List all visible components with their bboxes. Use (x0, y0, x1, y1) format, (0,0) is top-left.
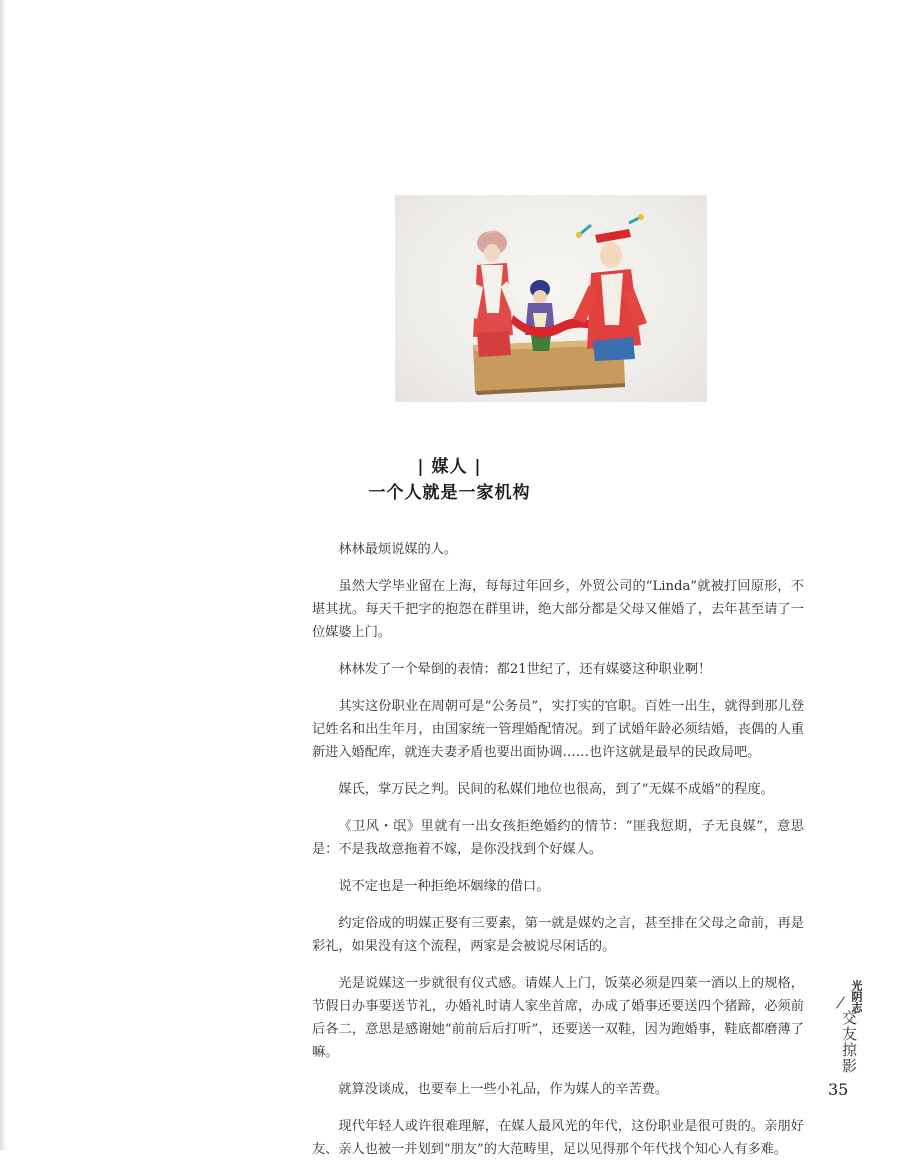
article-body (312, 538, 804, 1175)
paragraph: 说不定也是一种拒绝坏姻缘的借口。 (338, 879, 550, 894)
magazine-name: 光阴志 (850, 980, 863, 1013)
paragraph: 虽然大学毕业留在上海，每每过年回乡，外贸公司的“Linda”就被打回原形，不堪其扰。每天千把字的抱怨在群里讲，绝大部分都是父母又催婚了，去年甚至请了一位媒婆上门。 (312, 579, 804, 640)
paragraph: 其实这份职业在周朝可是“公务员”，实打实的官职。百姓一出生，就得到那儿登记姓名和出生年月，由国家统一管理婚配情况。到了试婚年龄必须结婚，丧偶的人重新进入婚配库，就连夫妻矛盾也要出面协调……也许这就是最早的民政局吧。 (312, 699, 804, 760)
paragraph: 就算没谈成，也要奉上一些小礼品，作为媒人的辛苦费。 (338, 1082, 669, 1097)
clay-figurines-photo (395, 195, 707, 402)
paragraph: 现代年轻人或许很难理解，在媒人最风光的年代，这份职业是很可贵的。亲朋好友、亲人也被一并划到“朋友”的大范畴里，足以见得那个年代找个知心人有多难。 (312, 1119, 804, 1157)
paragraph: 林林发了一个晕倒的表情：都21世纪了，还有媒婆这种职业啊！ (338, 662, 712, 677)
section-subtitle: 一个人就是一家机构 (368, 483, 531, 503)
section-tag: | 媒人 | (417, 457, 482, 477)
paragraph: 《卫风・氓》里就有一出女孩拒绝婚约的情节：“匪我愆期，子无良媒”，意思是：不是我故意拖着不嫁，是你没找到个好媒人。 (312, 819, 804, 857)
section-title: 交友掠影 (840, 1010, 858, 1074)
page-edge-shadow (0, 0, 6, 1150)
paragraph: 光是说媒这一步就很有仪式感。请媒人上门，饭菜必须是四菜一酒以上的规格，节假日办事要送节礼，办婚礼时请人家坐首席，办成了婚事还要送四个猪蹄，必须前后各二，意思是感谢她“前前后后打听”，还要送一双鞋，因为跑婚事，鞋底都磨薄了嘛。 (312, 976, 804, 1060)
paragraph: 林林最烦说媒的人。 (338, 542, 458, 557)
paragraph: 媒氏，掌万民之判。民间的私媒们地位也很高，到了“无媒不成婚”的程度。 (338, 782, 774, 797)
paragraph: 约定俗成的明媒正娶有三要素，第一就是媒妁之言，甚至排在父母之命前，再是彩礼，如果没有这个流程，两家是会被说尽闲话的。 (312, 916, 804, 954)
page-number: 35 (828, 1080, 849, 1099)
